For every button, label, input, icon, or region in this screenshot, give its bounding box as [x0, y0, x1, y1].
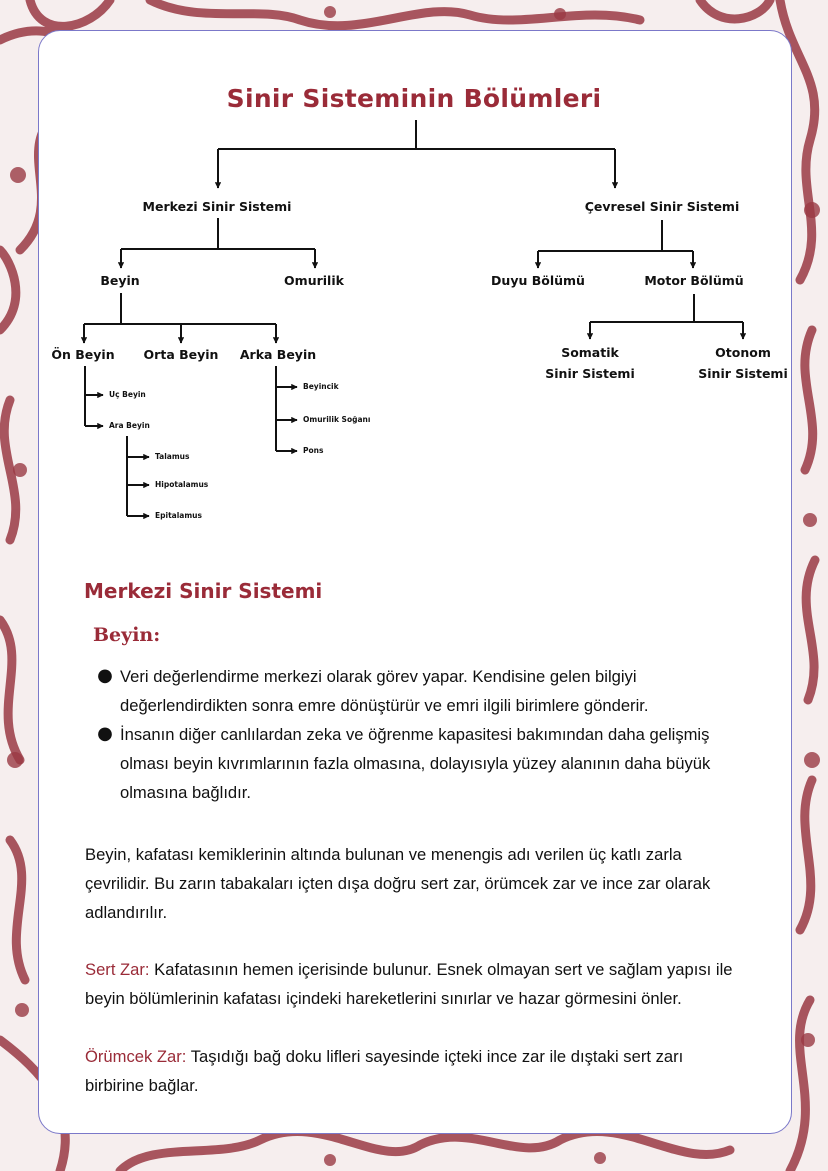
node-beyin: Beyin: [100, 273, 140, 288]
node-somatik: Somatik: [561, 345, 619, 360]
bullet-icon: ●: [97, 723, 113, 744]
node-duyu: Duyu Bölümü: [491, 273, 585, 288]
node-epitalamus: Epitalamus: [155, 511, 202, 520]
node-otonom-2: Sinir Sistemi: [698, 366, 788, 381]
node-beyincik: Beyincik: [303, 382, 339, 391]
sert-zar-text: Kafatasının hemen içerisinde bulunur. Esnek olmayan sert ve sağlam yapısı ile beyin bölümlerinin kafatası içindeki hareketlerini sınırlar ve hazar görmesini önler.: [85, 960, 733, 1008]
section-heading: Merkezi Sinir Sistemi: [84, 579, 323, 603]
node-somatik-2: Sinir Sistemi: [545, 366, 635, 381]
bullet-item-2: İnsanın diğer canlılardan zeka ve öğrenme kapasitesi bakımından daha gelişmiş olması beyin kıvrımlarının fazla olmasına, dolayısıyla yüzey alanının daha büyük olmasına bağlıdır.: [120, 725, 711, 802]
node-on-beyin: Ön Beyin: [51, 347, 115, 362]
sert-zar-paragraph: [85, 955, 745, 1013]
page-title: Sinir Sisteminin Bölümleri: [226, 84, 602, 113]
node-orta-beyin: Orta Beyin: [143, 347, 219, 362]
node-ara-beyin: Ara Beyin: [109, 421, 150, 430]
node-omurilik-sogani: Omurilik Soğanı: [303, 415, 371, 424]
node-cevresel: Çevresel Sinir Sistemi: [584, 199, 740, 214]
orumcek-zar-paragraph: [85, 1042, 745, 1100]
section-subheading: Beyin:: [93, 624, 161, 646]
node-merkezi: Merkezi Sinir Sistemi: [142, 199, 292, 214]
node-hipotalamus: Hipotalamus: [155, 480, 209, 489]
bullet-item-1: Veri değerlendirme merkezi olarak görev yapar. Kendisine gelen bilgiyi değerlendirdikten sonra emre dönüştürür ve emri ilgili birimlere gönderir.: [120, 667, 649, 715]
node-arka-beyin: Arka Beyin: [239, 347, 317, 362]
sert-zar-label: Sert Zar:: [85, 960, 150, 979]
node-motor: Motor Bölümü: [644, 273, 744, 288]
node-omurilik: Omurilik: [284, 273, 344, 288]
orumcek-zar-text: Taşıdığı bağ doku lifleri sayesinde içteki ince zar ile dıştaki sert zarı birbirine bağlar.: [85, 1047, 684, 1095]
bullet-icon: ●: [97, 665, 113, 686]
node-talamus: Talamus: [155, 452, 190, 461]
orumcek-zar-label: Örümcek Zar:: [85, 1047, 187, 1066]
node-otonom: Otonom: [715, 345, 771, 360]
body-paragraph: Beyin, kafatası kemiklerinin altında bulunan ve menengis adı verilen üç katlı zarla çevrilidir. Bu zarın tabakaları içten dışa doğru sert zar, örümcek zar ve ince zar olarak adlandırılır.: [85, 845, 711, 922]
node-uc-beyin: Uç Beyin: [109, 390, 146, 399]
node-pons: Pons: [303, 446, 324, 455]
